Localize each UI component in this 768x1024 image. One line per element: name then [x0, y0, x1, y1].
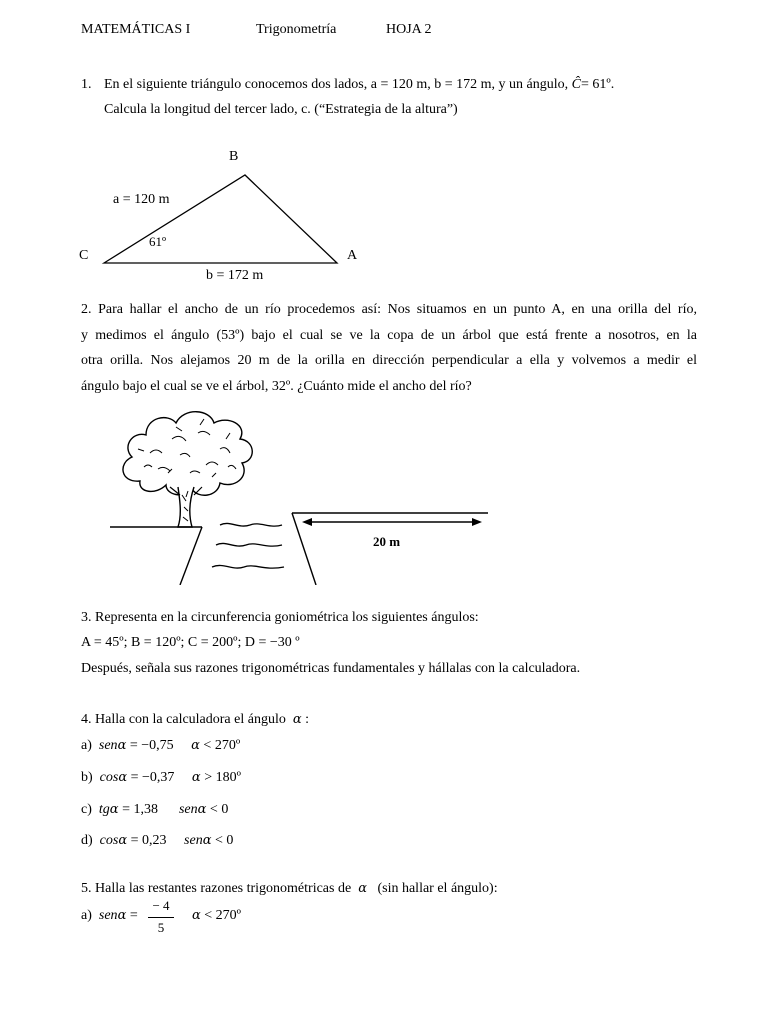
- arrow-head-right: [472, 518, 482, 526]
- item-equation: = −0,37: [130, 770, 175, 785]
- item-label: c): [81, 802, 92, 817]
- p2-line2: y medimos el ángulo (53º) bajo el cual se ve la copa de un árbol que está frente a nosotros, en la: [81, 328, 697, 343]
- item-condition: < 270º: [204, 908, 242, 923]
- alpha-symbol: α: [109, 802, 119, 817]
- river-bank-right: [292, 513, 316, 585]
- triangle-shape: [104, 175, 337, 263]
- condition-function: sen: [184, 833, 203, 848]
- triangle-figure: [70, 140, 370, 290]
- side-a-label: a = 120 m: [113, 192, 170, 207]
- wave-3: [212, 565, 284, 568]
- item-label: b): [81, 770, 93, 785]
- p4-item-d: [81, 833, 233, 849]
- item-equation: = 0,23: [130, 833, 167, 848]
- p4-intro: [81, 712, 309, 728]
- p4-intro-end: :: [305, 712, 310, 727]
- vertex-b-label: B: [229, 149, 239, 164]
- p2-line4: ángulo bajo el cual se ve el árbol, 32º. ¿Cuánto mide el ancho del río?: [81, 379, 472, 394]
- alpha-symbol: α: [192, 908, 201, 923]
- item-condition: < 270º: [203, 738, 241, 753]
- item-label: a): [81, 908, 92, 923]
- item-function: sen: [98, 738, 118, 753]
- header-topic: Trigonometría: [256, 22, 337, 37]
- header-sheet: HOJA 2: [386, 22, 432, 37]
- p1-line2: Calcula la longitud del tercer lado, c. (“Estrategia de la altura”): [104, 102, 458, 117]
- p1-angle-value: = 61º.: [580, 77, 615, 92]
- p3-line1: 3. Representa en la circunferencia goniométrica los siguientes ángulos:: [81, 610, 479, 625]
- item-equation: = 1,38: [122, 802, 158, 817]
- item-function: tg: [98, 802, 110, 817]
- wave-1: [220, 523, 282, 526]
- vertex-a-label: A: [347, 248, 358, 263]
- alpha-symbol: α: [358, 881, 367, 896]
- header-subject: MATEMÁTICAS I: [81, 22, 191, 37]
- item-function: cos: [99, 833, 119, 848]
- item-equation: =: [129, 908, 138, 923]
- fraction-bar: [148, 917, 174, 918]
- tree-illustration: [123, 412, 252, 527]
- alpha-symbol: α: [292, 712, 302, 727]
- river-figure: [80, 403, 490, 585]
- alpha-symbol: α: [191, 770, 201, 785]
- item-condition: < 0: [214, 833, 234, 848]
- p5-item-a: [81, 908, 138, 924]
- p5-condition: [192, 908, 241, 924]
- condition-function: sen: [178, 802, 198, 817]
- wave-2: [216, 543, 282, 546]
- item-label: d): [81, 833, 93, 848]
- alpha-symbol: α: [118, 833, 128, 848]
- fraction-numerator: − 4: [152, 898, 170, 913]
- p2-line1: 2. Para hallar el ancho de un río procedemos así: Nos situamos en un punto A, en una orilla del río,: [81, 302, 697, 317]
- p4-item-a: [81, 738, 240, 754]
- item-condition: > 180º: [204, 770, 241, 785]
- p5-intro: [81, 881, 498, 897]
- p1-line1-text: En el siguiente triángulo conocemos dos lados, a = 120 m, b = 172 m, y un ángulo,: [104, 77, 569, 92]
- alpha-symbol: α: [191, 738, 200, 753]
- p5-intro-text: 5. Halla las restantes razones trigonométricas de: [81, 881, 352, 896]
- item-equation: = −0,75: [129, 738, 174, 753]
- item-function: cos: [99, 770, 119, 785]
- p4-item-b: [81, 770, 241, 786]
- item-condition: < 0: [209, 802, 229, 817]
- angle-label: 61º: [149, 234, 167, 249]
- side-b-label: b = 172 m: [206, 268, 264, 283]
- alpha-symbol: α: [202, 833, 212, 848]
- p1-angle-symbol: Ĉ: [571, 77, 581, 92]
- fraction-denominator: 5: [157, 920, 165, 935]
- item-label: a): [81, 738, 92, 753]
- p4-item-c: [81, 802, 228, 818]
- arrow-head-left: [302, 518, 312, 526]
- p2-line3: otra orilla. Nos alejamos 20 m de la orilla en dirección perpendicular a ella y volvemos a medir el: [81, 353, 697, 368]
- item-function: sen: [98, 908, 118, 923]
- p4-intro-text: 4. Halla con la calculadora el ángulo: [81, 712, 286, 727]
- alpha-symbol: α: [117, 908, 127, 923]
- p3-line2: A = 45º; B = 120º; C = 200º; D = −30 º: [81, 635, 300, 650]
- distance-label: 20 m: [373, 534, 401, 549]
- p1-number: 1.: [81, 77, 92, 92]
- alpha-symbol: α: [117, 738, 127, 753]
- alpha-symbol: α: [118, 770, 128, 785]
- river-bank-left: [180, 527, 202, 585]
- vertex-c-label: C: [79, 248, 89, 263]
- p3-line3: Después, señala sus razones trigonométricas fundamentales y hállalas con la calculadora.: [81, 661, 581, 676]
- p5-intro-end: (sin hallar el ángulo):: [377, 881, 498, 896]
- p1-line1: [104, 77, 614, 93]
- alpha-symbol: α: [197, 802, 207, 817]
